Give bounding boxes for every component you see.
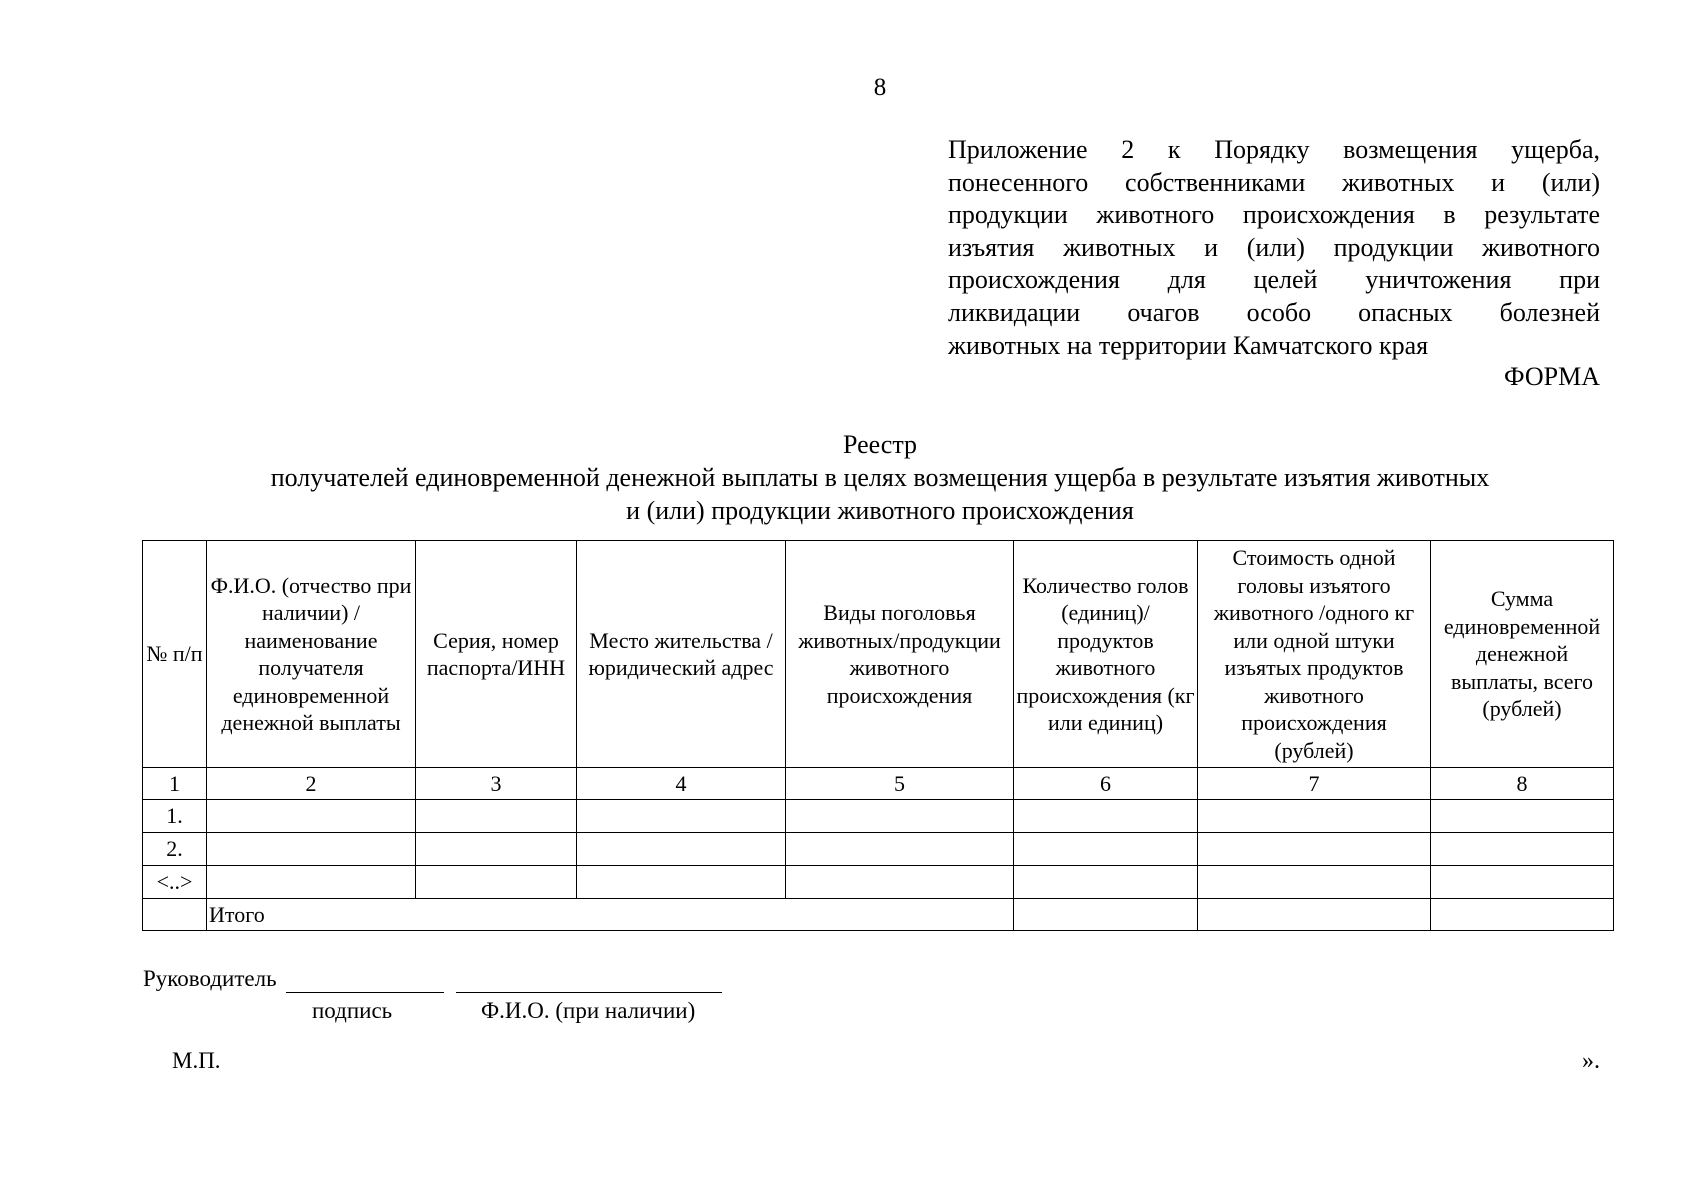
table-cell xyxy=(1014,866,1198,899)
column-number: 3 xyxy=(416,768,577,800)
table-row xyxy=(143,833,1614,866)
table-cell xyxy=(1431,866,1614,899)
table-row xyxy=(143,800,1614,833)
column-number: 7 xyxy=(1198,768,1431,800)
appendix-line: ликвидации очагов особо опасных болезней xyxy=(948,297,1600,327)
appendix-note xyxy=(948,134,1600,362)
table-cell xyxy=(1431,899,1614,931)
signature-label: Руководитель xyxy=(143,966,277,991)
row-number: 1. xyxy=(143,800,207,833)
row-number: <..> xyxy=(143,866,207,899)
total-label: Итого xyxy=(207,899,1014,931)
column-number-row xyxy=(143,768,1614,800)
header-cell: Стоимость одной головы изъятого животного /одного кг или одной штуки изъятых продуктов животного происхождения (рублей) xyxy=(1198,541,1431,768)
header-cell: Виды поголовья животных/продукции животного происхождения xyxy=(786,541,1014,768)
header-cell: Количество голов (единиц)/ продуктов животного происхождения (кг или единиц) xyxy=(1014,541,1198,768)
title-line: и (или) продукции животного происхождения xyxy=(626,496,1134,525)
table-cell xyxy=(207,833,416,866)
table-cell xyxy=(1198,833,1431,866)
table-cell xyxy=(577,866,786,899)
appendix-line: Приложение 2 к Порядку возмещения ущерба, xyxy=(948,135,1600,164)
column-number: 6 xyxy=(1014,768,1198,800)
appendix-line: продукции животного происхождения в результате xyxy=(948,200,1600,230)
total-row xyxy=(143,899,1614,931)
header-cell: № п/п xyxy=(143,541,207,768)
row-number: 2. xyxy=(143,833,207,866)
signature-caption: подпись xyxy=(312,998,393,1023)
column-number: 2 xyxy=(207,768,416,800)
table-cell xyxy=(207,866,416,899)
table-cell xyxy=(416,800,577,833)
signature-line xyxy=(286,992,444,993)
table-cell xyxy=(1198,899,1431,931)
table-cell xyxy=(577,833,786,866)
column-number: 1 xyxy=(143,768,207,800)
table-header-row xyxy=(143,541,1614,768)
form-mark: ФОРМА xyxy=(1504,362,1600,391)
appendix-line: животных на территории Камчатского края xyxy=(948,330,1429,360)
table-cell xyxy=(207,800,416,833)
registry-table xyxy=(142,540,1614,931)
table-cell xyxy=(1198,866,1431,899)
table-cell xyxy=(1014,833,1198,866)
page-number: 8 xyxy=(873,74,887,101)
table-cell xyxy=(786,833,1014,866)
table-cell xyxy=(1198,800,1431,833)
appendix-line: понесенного собственниками животных и (или) xyxy=(948,167,1600,197)
appendix-line: изъятия животных и (или) продукции животного xyxy=(948,232,1600,262)
table-row xyxy=(143,866,1614,899)
title-line: Реестр xyxy=(842,430,918,459)
header-cell: Сумма единовременной денежной выплаты, всего (рублей) xyxy=(1431,541,1614,768)
table-cell xyxy=(786,800,1014,833)
table-cell xyxy=(577,800,786,833)
closing-quote: ». xyxy=(1582,1048,1600,1074)
header-cell: Место жительства / юридический адрес xyxy=(577,541,786,768)
name-line xyxy=(456,992,722,993)
table-cell xyxy=(416,833,577,866)
table-cell xyxy=(1014,899,1198,931)
table-cell xyxy=(416,866,577,899)
table-cell xyxy=(1431,833,1614,866)
table-cell xyxy=(143,899,207,931)
stamp-mark: М.П. xyxy=(172,1048,221,1073)
header-cell: Серия, номер паспорта/ИНН xyxy=(416,541,577,768)
name-caption: Ф.И.О. (при наличии) xyxy=(481,998,696,1023)
appendix-line: происхождения для целей уничтожения при xyxy=(948,265,1600,295)
column-number: 8 xyxy=(1431,768,1614,800)
table-cell xyxy=(1431,800,1614,833)
header-cell: Ф.И.О. (отчество при наличии) / наименование получателя единовременной денежной выплаты xyxy=(207,541,416,768)
registry-title xyxy=(150,428,1610,527)
column-number: 5 xyxy=(786,768,1014,800)
table-cell xyxy=(786,866,1014,899)
table-cell xyxy=(1014,800,1198,833)
title-line: получателей единовременной денежной выплаты в целях возмещения ущерба в результате изъятия животных xyxy=(270,463,1490,492)
column-number: 4 xyxy=(577,768,786,800)
